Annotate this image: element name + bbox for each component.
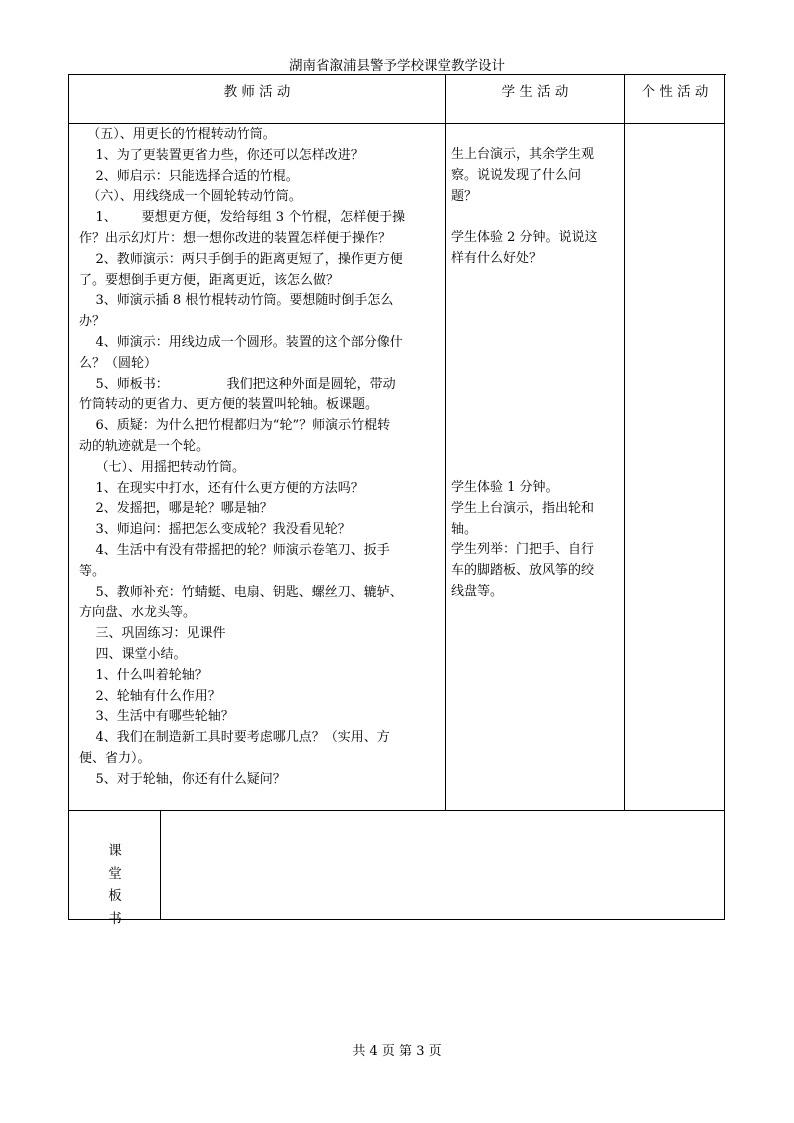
student-line: 学生上台演示，指出轮和 (451, 500, 595, 516)
teacher-line: （七）、用摇把转动竹筒。 (79, 459, 246, 475)
student-line: 线盘等。 (451, 583, 504, 599)
teacher-line: 方向盘、水龙头等。 (79, 605, 197, 621)
board-section-label (105, 840, 125, 930)
teacher-line: 办？ (79, 314, 106, 330)
teacher-line: 5、对于轮轴，你还有什么疑问？ (79, 771, 286, 787)
student-line: 学生体验 1 分钟。 (451, 480, 559, 495)
teacher-line: 1、什么叫着轮轴？ (79, 667, 208, 683)
student-line: 学生列举：门把手、自行 (451, 542, 595, 558)
teacher-activity-cell (79, 125, 443, 791)
teacher-line: 竹筒转动的更省力、更方便的装置叫轮轴。板课题。 (79, 397, 379, 413)
teacher-line: 1、在现实中打水，还有什么更方便的方法吗？ (79, 480, 364, 496)
teacher-line: 3、生活中有哪些轮轴？ (79, 709, 234, 725)
student-activity-block-2 (451, 478, 621, 603)
teacher-line: 4、我们在制造新工具时要考虑哪几点？（实用、方 (79, 730, 390, 746)
teacher-line: 便、省力）。 (79, 750, 151, 766)
student-line: 生上台演示，其余学生观 (451, 147, 595, 162)
teacher-line: 三、巩固练习：见课件 (79, 626, 226, 642)
teacher-line: 4、师演示：用线边成一个圆形。装置的这个部分像什 (79, 334, 403, 350)
teacher-line: 3、师演示插 8 根竹棍转动竹筒。要想随时倒手怎么 (79, 293, 394, 309)
teacher-line: 5、师板书： 我们把这种外面是圆轮，带动 (79, 376, 396, 392)
student-line: 样有什么好处？ (451, 250, 543, 266)
header-row-divider (69, 123, 725, 124)
column-header-student: 学 生 活 动 (501, 84, 569, 100)
document-title: 湖南省溆浦县警予学校课堂教学设计 (289, 58, 505, 74)
teacher-line: 3、师追问：摇把怎么变成轮？我没看见轮？ (79, 522, 351, 538)
teacher-line: 5、教师补充：竹蜻蜓、电扇、钥匙、螺丝刀、辘轳、 (79, 584, 403, 600)
page-footer: 共 4 页 第 3 页 (352, 1044, 442, 1059)
lesson-table (68, 75, 725, 927)
student-line: 察。说说发现了什么问 (451, 167, 582, 183)
student-activity-block-1 (451, 145, 621, 270)
teacher-line: （六）、用线绕成一个圆轮转动竹筒。 (79, 189, 302, 205)
board-label-char: 板 (108, 888, 122, 904)
teacher-line: 6、质疑：为什么把竹棍都归为“轮”？师演示竹棍转 (79, 418, 391, 434)
student-line: 车的脚踏板、放风筝的绞 (451, 563, 595, 579)
column-header-personal: 个 性 活 动 (641, 84, 709, 100)
teacher-line: 2、发摇把，哪是轮？哪是轴？ (79, 501, 273, 517)
teacher-line: 1、为了更装置更省力些，你还可以怎样改进？ (79, 147, 364, 163)
column-divider-teacher-student (445, 75, 446, 810)
teacher-line: 动的轨迹就是一个轮。 (79, 438, 210, 454)
student-line: 题？ (451, 188, 478, 204)
board-content-area (161, 811, 725, 919)
teacher-line: 2、轮轴有什么作用？ (79, 688, 221, 704)
teacher-line: 四、课堂小结。 (79, 646, 187, 662)
teacher-line: 2、教师演示：两只手倒手的距离更短了，操作更方便 (79, 251, 403, 267)
teacher-line: 么？（圆轮） (79, 355, 158, 371)
board-label-char: 课 (108, 843, 122, 859)
student-line: 轴。 (451, 521, 478, 537)
teacher-line: （五）、用更长的竹棍转动竹筒。 (79, 127, 276, 142)
teacher-line: 4、生活中有没有带摇把的轮？师演示卷笔刀、扳手 (79, 542, 390, 558)
teacher-line: 1、 要想更方便，发给每组 3 个竹棍，怎样便于操 (79, 210, 406, 226)
board-label-char: 堂 (108, 865, 122, 882)
student-line (451, 207, 621, 228)
teacher-line: 了。要想倒手更方便，距离更近，该怎么做？ (79, 272, 340, 288)
student-line: 学生体验 2 分钟。说说这 (451, 230, 598, 246)
teacher-line: 等。 (79, 563, 106, 579)
teacher-line: 2、师启示：只能选择合适的竹棍。 (79, 168, 299, 184)
board-label-char: 书 (108, 910, 122, 927)
teacher-line: 作？出示幻灯片：想一想你改进的装置怎样便于操作？ (79, 230, 392, 246)
column-header-teacher: 教 师 活 动 (223, 84, 291, 100)
column-divider-student-personal (624, 75, 625, 810)
